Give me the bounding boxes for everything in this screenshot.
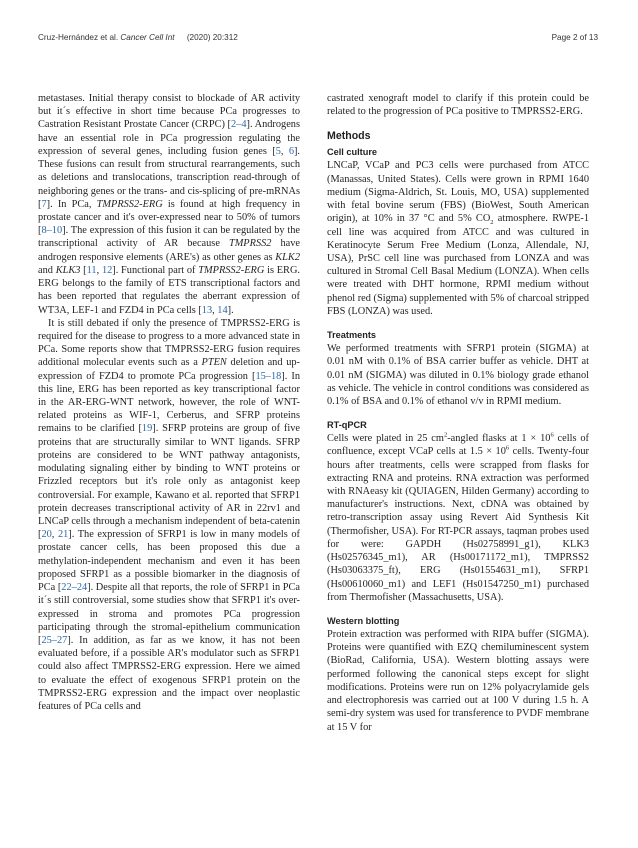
subheading-treatments: Treatments <box>327 330 377 341</box>
citation-link[interactable]: 12 <box>101 264 113 276</box>
subheading-western-blotting: Western blotting <box>327 616 400 626</box>
running-header <box>38 33 598 47</box>
citation-link[interactable]: 19 <box>141 423 153 435</box>
citation-link[interactable]: 20 <box>41 529 52 541</box>
paragraph-treatments: We performed treatments with SFRP1 protein (SIGMA) at 0.01 nM with 0.1% of BSA carrier buffer as vehicle. DHT at 0.01 nM (SIGMA) was diluted in 0.1% biology grade ethanol as vehicle. The vehicle in control conditions was considered as 0.1% of BSA and 0.1% of ethanol v/v in RPMI medium. <box>327 343 589 407</box>
paragraph-western-blotting: Protein extraction was performed with RIPA buffer (SIGMA). Proteins were quantified with EZQ chemiluminescent system (BioRad, California, USA). Western blotting assays were performed following the canonical steps except for slight modifications. Proteins were run on 12% polyacrylamide gels and electrophoresis was carried out at 100 V during 1.5 h. A semi-dry system was used for transference to PVDF membrane at 15 V for <box>327 629 589 733</box>
right-column <box>327 92 589 734</box>
citation-link[interactable]: 6 <box>288 145 294 157</box>
citation-link[interactable]: 25–27 <box>41 634 68 646</box>
header-citation <box>38 33 238 42</box>
citation-link[interactable]: 8–10 <box>41 225 63 237</box>
citation-link[interactable]: 11 <box>86 264 97 276</box>
subheading-cell-culture: Cell culture <box>327 147 378 158</box>
citation-link[interactable]: 22–24 <box>61 582 88 594</box>
paragraph-intro-2: It is still debated if only the presence of TMPRSS2-ERG is required for the disease to progress to a more advanced state in PCa. Some reports show that TMPRSS2-ERG fusion requires additional molecular events such as a PTEN deletion and up-expression of FZD4 to promote PCa progression [15–18]. In this line, ERG has been reported as key transcriptional factor in the AR-ERG-WNT network, however, the role of WNT-related proteins as WIF-1, Cerberus, and SFRP proteins remains to be clarified [19]. SFRP proteins are group of five proteins that are structurally similar to WNT ligands. SFRP proteins are considered to be WNT pathway antagonists, modulating signaling either by binding to WNT proteins or Frizzled receptors but it's role only as antagonist keep controversial. For example, Kawano et al. reported that SFRP1 protein decreases transcriptional activity of AR in 22rv1 and LNCaP cells through a mechanism independent of beta-catenin [20, 21]. The expression of SFRP1 is low in many models of prostate cancer cells, has been proposed this due a methylation-independent mechanism and even it has been proposed SFRP1 as a possible biomarker in the diagnosis of PCa [22–24]. Despite all that reports, the role of SFRP1 in PCa it´s still controversial, some studies show that SFRP1 it's over-expressed in stroma and promotes PCa progression participating through the stromal-epithelium communication [25–27]. In addition, as far as we know, it has not been evaluated before, if a possible AR's modulator such as SFRP1 could also affect TMPRSS2-ERG expression. Here we aimed to evaluate the effect of exogenous SFRP1 protein on the TMPRSS2-ERG expression and the impact over neoplastic features of PCa cells and <box>38 317 301 713</box>
header-authors: Cruz-Hernández et al. <box>38 33 119 42</box>
citation-link[interactable]: 2–4 <box>231 119 247 131</box>
header-journal: Cancer Cell Int <box>120 33 175 42</box>
paragraph-rt-qpcr: Cells were plated in 25 $cm^2$-angled flasks at $1 \times 10^6$ cells of confluence, except VCaP cells at $1.5 \times 10^6$ cells. Twenty-four hours after treatments, cells were scrapped from flasks for extracting RNA and proteins. RNA extraction was performed with RNAeasy kit (QUIAGEN, Hilden Germany) according to manufacturer's instructions. Next, cDNA was obtained by retro-transcription assay using Revert Aid Synthesis Kit (Thermofisher, USA). For RT-PCR assays, taqman probes used for were: GAPDH (Hs02758991_g1), KLK3 (Hs02576345_m1), AR (Hs00171172_m1), TMPRSS2 (Hs03063375_ft), ERG (Hs01554631_m1), SFRP1 (Hs00610060_m1) and LEF1 (Hs01547250_m1) purchased from Thermofisher (Massachusetts, USA). <box>327 431 590 603</box>
citation-link[interactable]: 5 <box>275 145 281 157</box>
citation-link[interactable]: 15–18 <box>255 370 282 382</box>
header-year-volume: (2020) 20:312 <box>186 33 238 42</box>
subheading-rt-qpcr: RT-qPCR <box>327 420 367 431</box>
citation-link[interactable]: 13 <box>201 304 213 316</box>
paragraph-intro-1: metastases. Initial therapy consist to blockade of AR activity but it´s effective in short time because PCa progresses to Castration Resistant Prostate Cancer (CRPC) [2–4]. Androgens have an essential role in PCa progression regulating the expression of several genes, including fusion genes [5, 6]. These fusions can result from structural rearrangements, such as deletions and translocations, transcription read-through of neighboring genes or the trans- and cis-splicing of pre-mRNAs [7]. In PCa, TMPRSS2-ERG is found at high frequency in prostate cancer and it's over-expressed near to 50% of tumors [8–10]. The expression of this fusion it can be regulated by the transcriptional activity of AR because TMPRSS2 have androgen responsive elements (ARE's) as other genes as KLK2 and KLK3 [11, 12]. Functional part of TMPRSS2-ERG is ERG. ERG belongs to the family of ETS transcriptional factors and has been reported that regulates the aberrant expression of WT3A, LEF-1 and FZD4 in PCa cells [13, 14]. <box>38 93 301 316</box>
section-heading-methods: Methods <box>327 130 371 143</box>
paragraph-cell-culture: LNCaP, VCaP and PC3 cells were purchased from ATCC (Manassas, United States). Cells were grown in RPMI 1640 medium (Sigma-Aldrich, St. Louis, MO, USA) supplemented with fetal bovine serum (FBS) (BioWest, South American origin), at 10% in 37 °C and 5% $CO_2$ atmosphere. RWPE-1 cell line was acquired from ATCC and was cultured in Keratinocyte Serum Free Medium (Lonza, Allendale, NJ, USA), PrSC cell line was purchased from LONZA and was cultured in Stromal Cell Basal Medium (LONZA). When cells were treated with DHT hormone, RPMI medium without phenol red (Sigma) supplemented with 5% of charcoal stripped FBS (LONZA) was used. <box>327 160 589 317</box>
citation-link[interactable]: 14 <box>217 304 228 316</box>
paragraph-intro-end: castrated xenograft model to clarify if this protein could be related to the progression of PCa positive to TMPRSS2-ERG. <box>327 93 589 118</box>
citation-link[interactable]: 7 <box>41 198 47 210</box>
page-number: Page 2 of 13 <box>551 33 598 42</box>
citation-link[interactable]: 21 <box>57 529 69 541</box>
left-column <box>38 92 300 713</box>
